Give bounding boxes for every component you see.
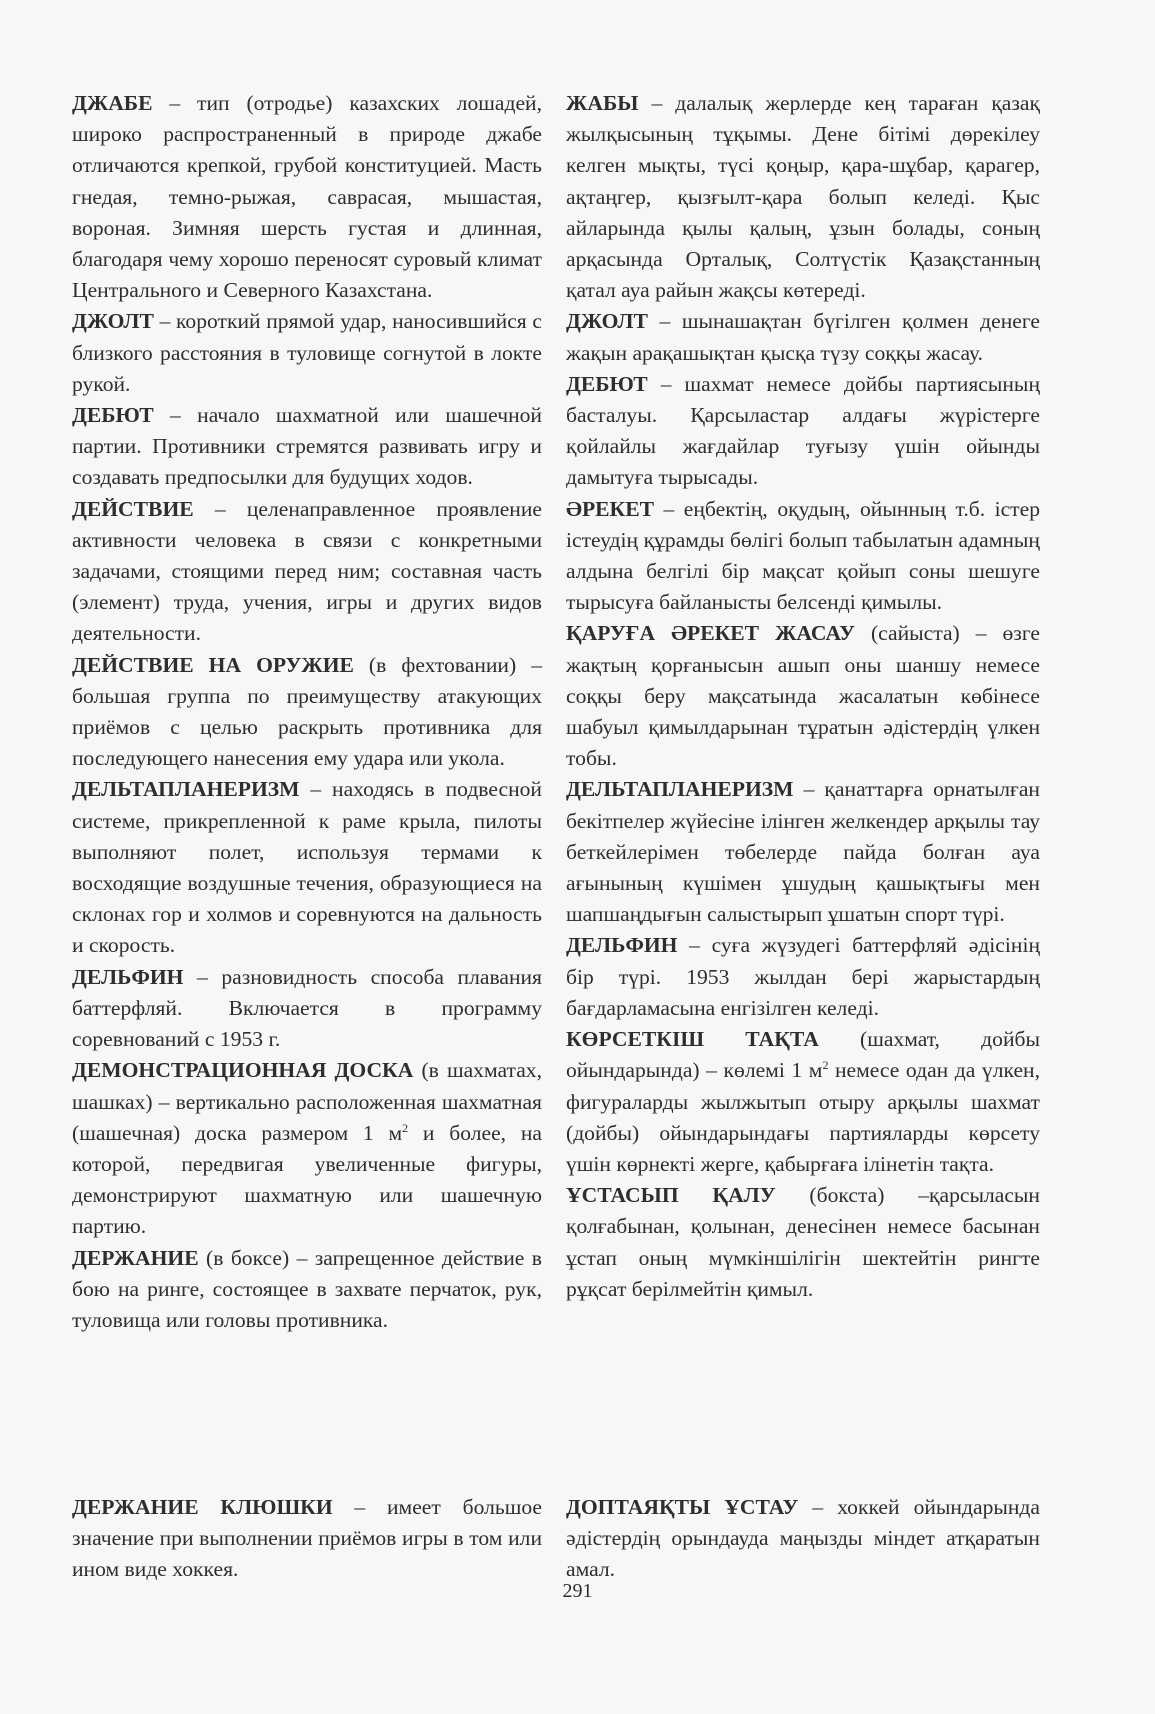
entry-term: ДЖАБЕ (72, 91, 153, 115)
entry-ustasyp-kalu-kk (566, 1180, 1040, 1305)
entry-term: ДЕЛЬТАПЛАНЕРИЗМ (566, 777, 794, 802)
entry-term: ДЕЙСТВИЕ (72, 496, 194, 521)
entry-definition: – еңбектің, оқудың, ойынның т.б. істер істеудің құрамды бөлігі болып табылатын адамның алдына белгілі бір мақсат қойып соны шешуге тырысуға байланысты белсенді қимылы. (566, 496, 1040, 615)
entry-debut-ru (72, 400, 542, 494)
entry-term: ҚАРУҒА ӘРЕКЕТ ЖАСАУ (566, 621, 855, 646)
entry-term: ДЕБЮТ (72, 403, 154, 428)
entry-definition: – имеет большое значение при выполнении приёмов игры в том или ином виде хоккея. (72, 1494, 542, 1581)
entry-definition: – далалық жерлерде кең тараған қазақ жылқысының тұқымы. Дене бітімі дөрекілеу келген мықты, түсі қоңыр, қара-шұбар, қарагер, ақтаңгер, қызғылт-қара болып келеді. Қыс айларында қылы қалың, ұзын болады, соның арқасында Орталық, Солтүстік Қазақстанның қатал ауа райын жақсы көтереді. (566, 91, 1040, 303)
right-column (566, 88, 1040, 1305)
entry-dzhabe-ru (72, 88, 542, 306)
entry-term: ДЕРЖАНИЕ КЛЮШКИ (72, 1494, 333, 1519)
left-column (72, 88, 542, 1336)
entry-term: ДЕЛЬФИН (566, 933, 678, 958)
entry-deistvie-ru (72, 494, 542, 650)
entry-delfin-kk (566, 930, 1040, 1024)
entry-deltaplanerizm-kk (566, 774, 1040, 930)
entry-definition: – короткий прямой удар, наносившийся с близкого расстояния в туловище согнутой в локте рукой. (72, 309, 542, 396)
entry-definition: (бокста) –қарсыласын қолғабынан, қолынан, денесінен немесе басынан ұстап оның мүмкіншілігін шектейтін рингте рұқсат берілмейтін қимыл. (566, 1183, 1040, 1301)
entry-definition: – разновидность способа плавания баттерфляй. Включается в программу соревнований с 1953 г. (72, 964, 542, 1052)
entry-definition: – шахмат немесе дойбы партиясының басталуы. Қарсыластар алдағы жүрістерге қойлайлы жағдайлар туғызу үшін ойынды дамытуға тырысады. (566, 371, 1040, 490)
entry-definition: (сайыста) – өзге жақтың қорғанысын ашып оны шаншу немесе соққы беру мақсатында жасалатын көбінесе шабуыл қимылдарынан тұратын әдістердің үлкен тобы. (566, 621, 1040, 771)
entry-definition: – начало шахматной или шашечной партии. Противники стремятся развивать игру и создавать предпосылки для будущих ходов. (72, 403, 542, 490)
entry-term: ДЕМОНСТРАЦИОННАЯ ДОСКА (72, 1058, 414, 1083)
entry-korsetkish-takta-kk (566, 1024, 1040, 1180)
entry-definition-cont: немесе одан да үлкен, фигураларды жылжытып отыру арқылы шахмат (дойбы) ойындарындағы партияларды көрсету үшін көрнекті жерге, қабырғаға ілінетін тақта. (566, 1058, 1040, 1176)
entry-definition: (шахмат, дойбы ойындарында) – көлемі 1 м (566, 1027, 1040, 1083)
entry-karuga-areket-kk (566, 618, 1040, 774)
entry-definition: – целенаправленное проявление активности человека в связи с конкретными задачами, стоящими перед ним; составная часть (элемент) труда, учения, игры и других видов деятельности. (72, 496, 542, 646)
superscript: 2 (822, 1058, 829, 1073)
entry-definition: – находясь в подвесной системе, прикрепленной к раме крыла, пилоты выполняют полет, используя термами к восходящие воздушные течения, образующиеся на склонах гор и холмов и соревнуются на дальность и скорость. (72, 777, 542, 958)
entry-deltaplanerizm-ru (72, 774, 542, 961)
entry-definition: – тип (отродье) казахских лошадей, широко распространенный в природе джабе отличаются крепкой, грубой конституцией. Масть гнедая, темно-рыжая, саврасая, мышастая, вороная. Зимняя шерсть густая и длинная, благодаря чему хорошо переносят суровый климат Центрального и Северного Казахстана. (72, 91, 542, 303)
entry-demonstratsionnaya-doska-ru (72, 1055, 542, 1242)
entry-term: ДЖОЛТ (72, 309, 154, 334)
entry-definition: – хоккей ойындарында әдістердің орындауда маңызды міндет атқаратын амал. (566, 1494, 1040, 1581)
entry-term: ДОПТАЯҚТЫ ҰСТАУ (566, 1494, 799, 1519)
entry-term: ЖАБЫ (566, 91, 639, 115)
entry-definition: – суға жүзудегі баттерфляй әдісінің бір түрі. 1953 жылдан бері жарыстардың бағдарламасына енгізілген келеді. (566, 933, 1040, 1020)
entry-definition: (в шахматах, шашках) – вертикально расположенная шахматная (шашечная) доска размером 1 м (72, 1058, 542, 1145)
entry-term: ҰСТАСЫП ҚАЛУ (566, 1183, 776, 1208)
entry-derzhanie-ru (72, 1243, 542, 1337)
entry-term: ДЕБЮТ (566, 371, 648, 396)
entry-areket-kk (566, 494, 1040, 619)
entry-term: ДЖОЛТ (566, 309, 648, 334)
entry-zhaby-kk (566, 88, 1040, 306)
page-number: 291 (562, 1580, 593, 1602)
entry-doptayakty-ustau-kk (566, 1492, 1040, 1586)
entry-definition: (в боксе) – запрещенное действие в бою на ринге, состоящее в захвате перчаток, рук, туловища или головы противника. (72, 1245, 542, 1332)
entry-derzhanie-klyushki-ru (72, 1492, 542, 1586)
entry-debut-kk (566, 369, 1040, 494)
entry-definition: (в фехтовании) – большая группа по преимуществу атакующих приёмов с целью раскрыть противника для последующего нанесения ему удара или укола. (72, 652, 542, 771)
entry-dzholt-ru (72, 306, 542, 400)
entry-term: ДЕЛЬФИН (72, 964, 184, 989)
entry-term: ӘРЕКЕТ (566, 496, 655, 521)
entry-definition-cont: и более, на которой, передвигая увеличенные фигуры, демонстрируют шахматную или шашечную партию. (72, 1120, 542, 1239)
entry-term: КӨРСЕТКІШ ТАҚТА (566, 1027, 819, 1052)
entry-deistvie-na-oruzhie-ru (72, 650, 542, 775)
entry-term: ДЕЙСТВИЕ НА ОРУЖИЕ (72, 652, 354, 677)
entry-delfin-ru (72, 962, 542, 1056)
entry-term: ДЕРЖАНИЕ (72, 1245, 199, 1270)
superscript: 2 (402, 1120, 409, 1135)
entry-term: ДЕЛЬТАПЛАНЕРИЗМ (72, 777, 300, 802)
entry-dzholt-kk (566, 306, 1040, 368)
entry-definition: – қанаттарға орнатылған бекітпелер жүйесіне ілінген желкендер арқылы тау беткейлерімен төбелерде пайда болған ауа ағынының күшімен ұшудың қашықтығы мен шапшаңдығын салыстырып ұшатын спорт түрі. (566, 777, 1040, 927)
entry-definition: – шынашақтан бүгілген қолмен денеге жақын арақашықтан қысқа түзу соққы жасау. (566, 309, 1040, 365)
